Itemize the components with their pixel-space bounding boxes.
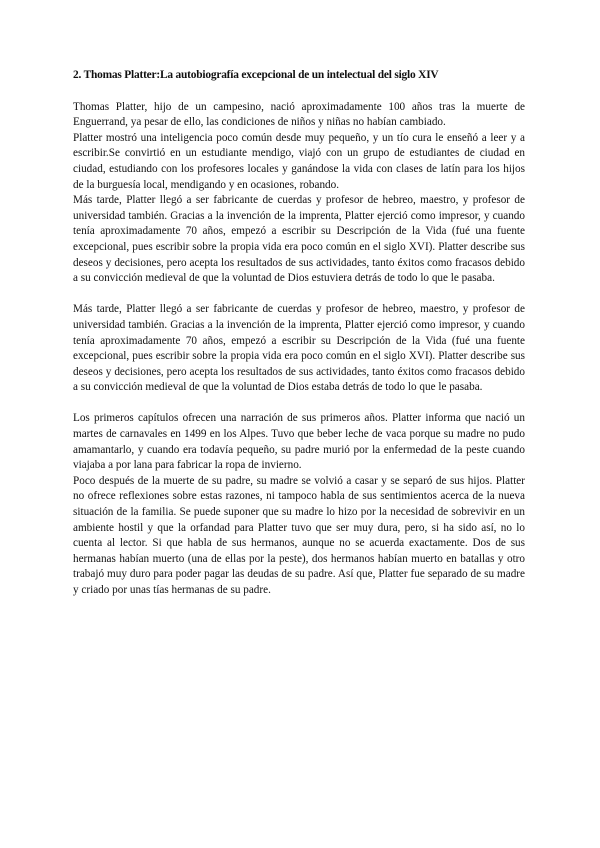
paragraph-education: Platter mostró una inteligencia poco común desde muy pequeño, y un tío cura le enseñó a leer y a escribir.Se convirtió en un estudiante mendigo, viajó con un grupo de estudiantes de ciudad en ciudad, estudiando con los profesores locales y ganándose la vida con clases de latín para los hijos de la burguesía local, mendigando y en ocasiones, robando. [73, 131, 525, 191]
paragraph-spacer [73, 396, 525, 412]
paragraph-spacer [73, 287, 525, 303]
section-title: 2. Thomas Platter:La autobiografía excepcional de un intelectual del siglo XIV [73, 69, 439, 81]
paragraph-career: Más tarde, Platter llegó a ser fabricante de cuerdas y profesor de hebreo, maestro, y profesor de universidad también. Gracias a la invención de la imprenta, Platter ejerció como impresor, y cuando tenía aproximadamente 70 años, empezó a escribir su Descripción de la Vida (fué una fuente excepcional, pues escribir sobre la propia vida era poco común en el siglo XVI). Platter describe sus deseos y decisiones, pero acepta los resultados de sus actividades, tanto éxitos como fracasos debido a su convicción medieval de que la voluntad de Dios estuviera detrás de todo lo que le pasaba. [73, 194, 525, 285]
paragraph-intro: Thomas Platter, hijo de un campesino, nació aproximadamente 100 años tras la muerte de Enguerrand, ya pesar de ello, las condiciones de niños y niñas no habían cambiado. [73, 100, 525, 129]
document-body [73, 68, 525, 599]
paragraph-early-years: Los primeros capítulos ofrecen una narración de sus primeros años. Platter informa que nació un martes de carnavales en 1499 en los Alpes. Tuvo que beber leche de vaca porque su madre no pudo amamantarlo, y cuando era todavía pequeño, su padre murió por la enfermedad de la peste cuando viajaba a por lana para fabricar la ropa de invierno. [73, 412, 525, 472]
paragraph-career-repeat: Más tarde, Platter llegó a ser fabricante de cuerdas y profesor de hebreo, maestro, y profesor de universidad también. Gracias a la invención de la imprenta, Platter ejerció como impresor, y cuando tenía aproximadamente 70 años, empezó a escribir su Descripción de la Vida (fué una fuente excepcional, pues escribir sobre la propia vida era poco común en el siglo XVI). Platter describe sus deseos y decisiones, pero acepta los resultados de sus actividades, tanto éxitos como fracasos debido a su convicción medieval de que la voluntad de Dios estaba detrás de todo lo que le pasaba. [73, 303, 525, 394]
paragraph-family: Poco después de la muerte de su padre, su madre se volvió a casar y se separó de sus hijos. Platter no ofrece reflexiones sobre estas razones, ni tampoco habla de sus sentimientos acerca de la nueva situación de la familia. Se puede suponer que su madre lo hizo por la necesidad de sobrevivir en un ambiente hostil y que la orfandad para Platter tuvo que ser muy dura, pero, si ha sido así, no lo cuenta al lector. Si que habla de sus hermanos, aunque no se acuerda exactamente. Dos de sus hermanas habían muerto (una de ellas por la peste), dos hermanos habían muerto en batallas y otro trabajó muy duro para poder pagar las deudas de su padre. Así que, Platter fue separado de su madre y criado por unas tías hermanas de su padre. [73, 474, 525, 596]
